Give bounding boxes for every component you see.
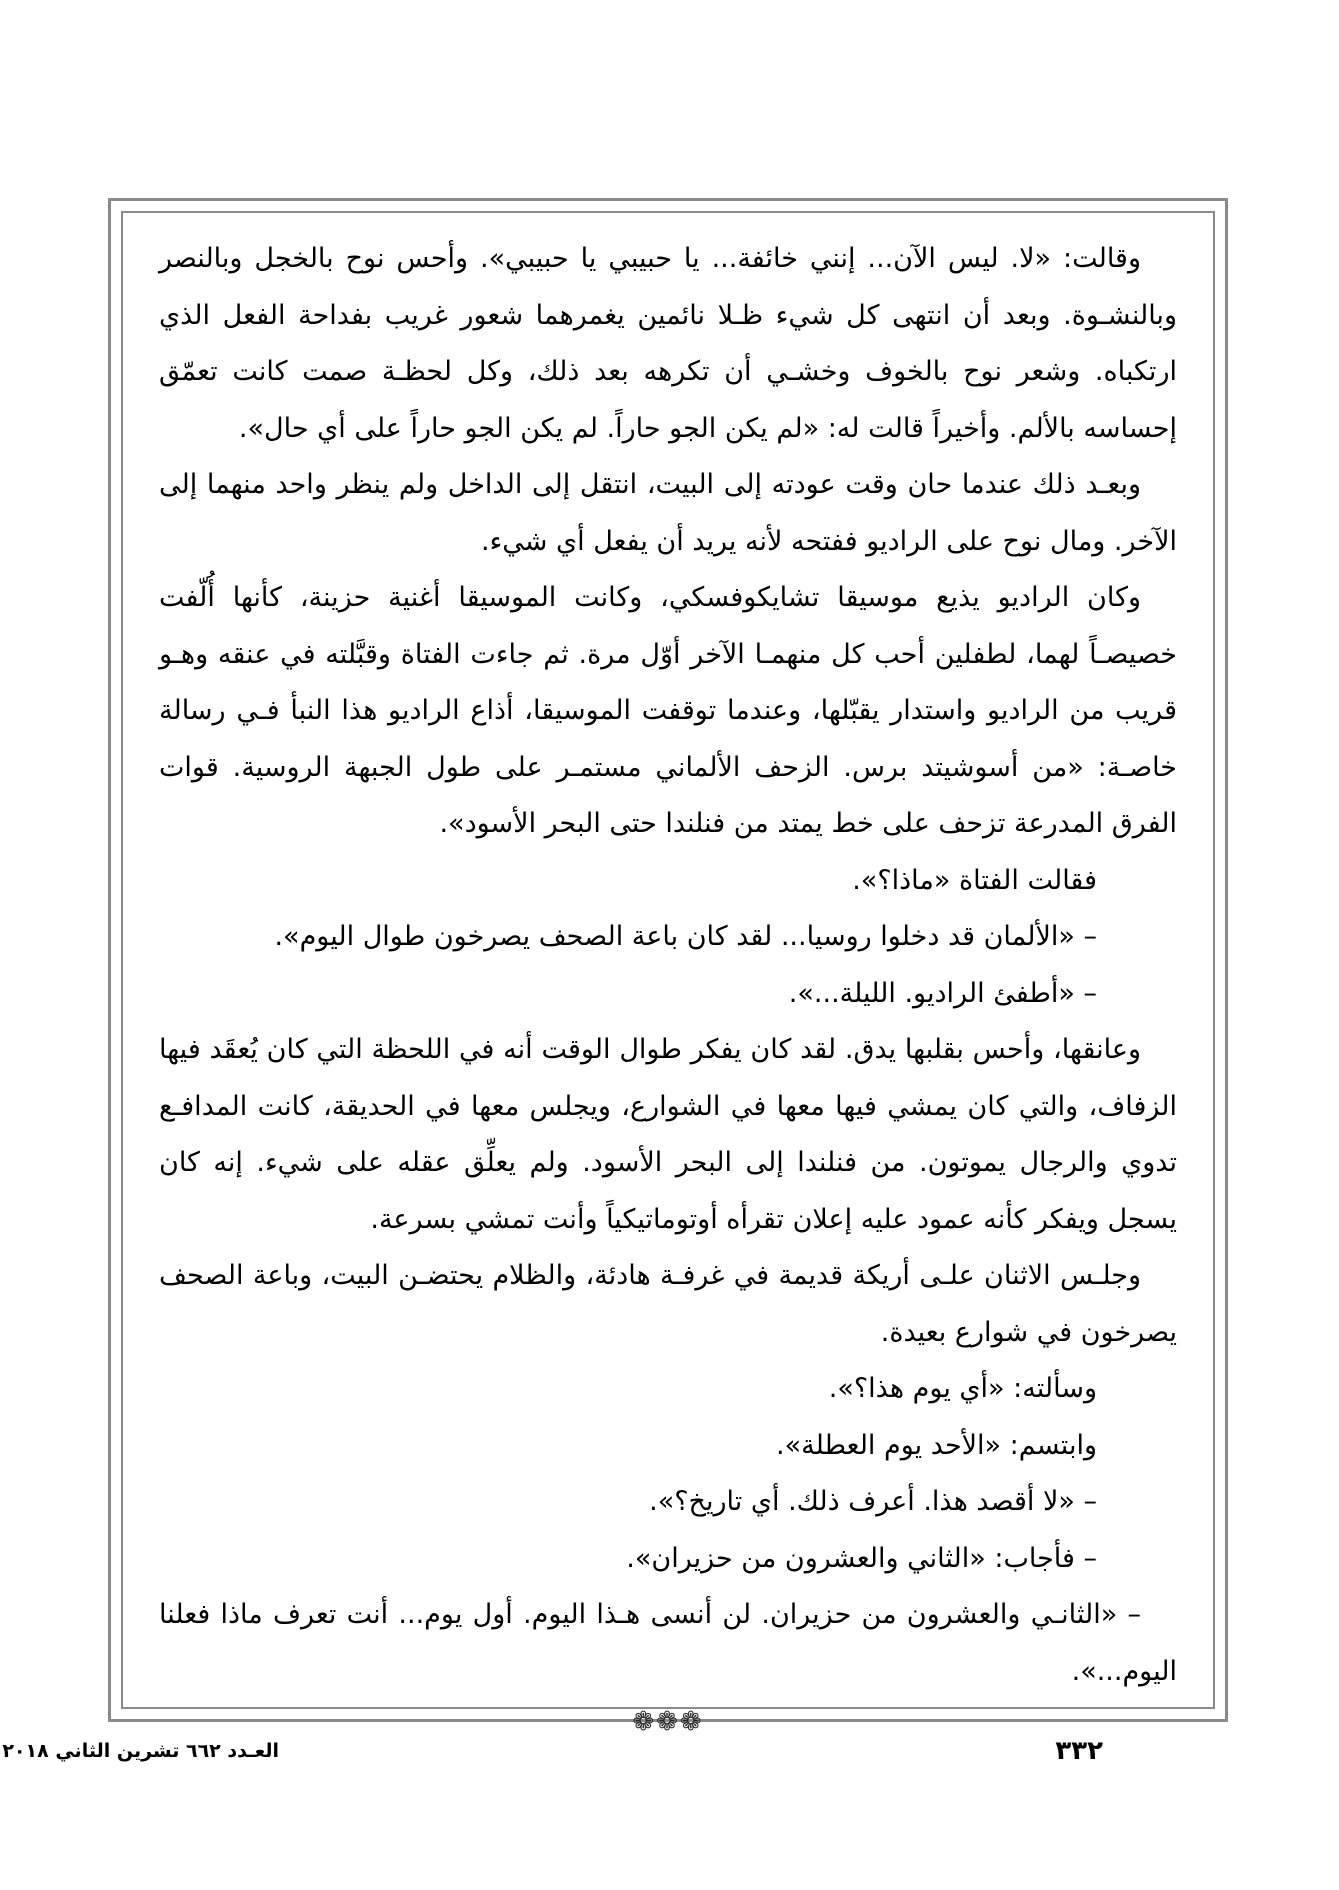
dialogue-line: وابتسم: «الأحد يوم العطلة». [776, 1429, 1097, 1461]
paragraph: وعانقها، وأحس بقلبها يدق. لقد كان يفكر طوال الوقت أنه في اللحظة التي كان يُعقَد فيها الزفاف، والتي كان يمشي فيها معها في الشوارع، ويجلس معها في الحديقة، كانت المدافـع تدوي والرجال يموتون. من فنلندا إلى البحر الأسود. ولم يعلِّق عقله على شيء. إنه كان يسجل ويفكر كأنه عمود عليه إعلان تقرأه أوتوماتيكياً وأنت تمشي بسرعة. [159, 1034, 1177, 1235]
paragraph: – «الثانـي والعشرون من حزيران. لن أنسى هـذا اليوم. أول يوم... أنت تعرف ماذا فعلنا اليوم...». [159, 1599, 1177, 1687]
paragraph: وكان الراديو يذيع موسيقا تشايكوفسكي، وكانت الموسيقا أغنية حزينة، كأنها أُلّفت خصيصـاً لهما، لطفلين أحب كل منهمـا الآخر أوّل مرة. ثم جاءت الفتاة وقبَّلته في عنقه وهـو قريب من الراديو واستدار يقبّلها، وعندما توقفت الموسيقا، أذاع الراديو هذا النبأ فـي رسالة خاصـة: «من أسوشيتد برس. الزحف الألماني مستمـر على طول الجبهة الروسية. قوات الفرق المدرعة تزحف على خط يمتد من فنلندا حتى البحر الأسود». [159, 582, 1177, 839]
dialogue-line: – «أطفئ الراديو. الليلة...». [788, 977, 1097, 1009]
dialogue-line: فقالت الفتاة «ماذا؟». [852, 864, 1097, 896]
dialogue-line: – فأجاب: «الثاني والعشرون من حزيران». [626, 1542, 1097, 1574]
paragraph: وبعـد ذلك عندما حان وقت عودته إلى البيت، انتقل إلى الداخل ولم ينظر واحد منهما إلى الآخر. ومال نوح على الراديو ففتحه لأنه يريد أن يفعل أي شيء. [159, 469, 1177, 557]
page-border-outer [108, 198, 1228, 1737]
paragraph: وقالت: «لا. ليس الآن... إنني خائفة... يا حبيبي يا حبيبي». وأحس نوح بالخجل وبالنصر وبالنشـوة. وبعد أن انتهى كل شيء ظـلا نائمين يغمرهما شعور غريب بفداحة الفعل الذي ارتكباه. وشعر نوح بالخوف وخشـي أن تكرهه بعد ذلك، وكل لحظـة صمت كانت تعمّق إحساسه بالألم. وأخيراً قالت له: «لم يكن الجو حاراً. لم يكن الجو حاراً على أي حال». [159, 243, 1177, 444]
dialogue-line: – «الألمان قد دخلوا روسيا... لقد كان باعة الصحف يصرخون طوال اليوم». [274, 921, 1097, 952]
dialogue-line: وسألته: «أي يوم هذا؟». [828, 1373, 1097, 1404]
issue-info: العـدد ٦٦٢ تشرين الثاني ٢٠١٨ [2, 1740, 279, 1762]
paragraph: وجلـس الاثنان علـى أريكة قديمة في غرفـة هادئة، والظلام يحتضـن البيت، وباعة الصحف يصرخون في شوارع بعيدة. [159, 1260, 1177, 1348]
page-footer [0, 1736, 1339, 1780]
article-body [159, 231, 1177, 1742]
page-number: ٣٣٢ [1055, 1736, 1103, 1766]
section-ornament: ❁❁❁ [632, 1707, 704, 1737]
dialogue-line: – «لا أقصد هذا. أعرف ذلك. أي تاريخ؟». [649, 1486, 1097, 1517]
